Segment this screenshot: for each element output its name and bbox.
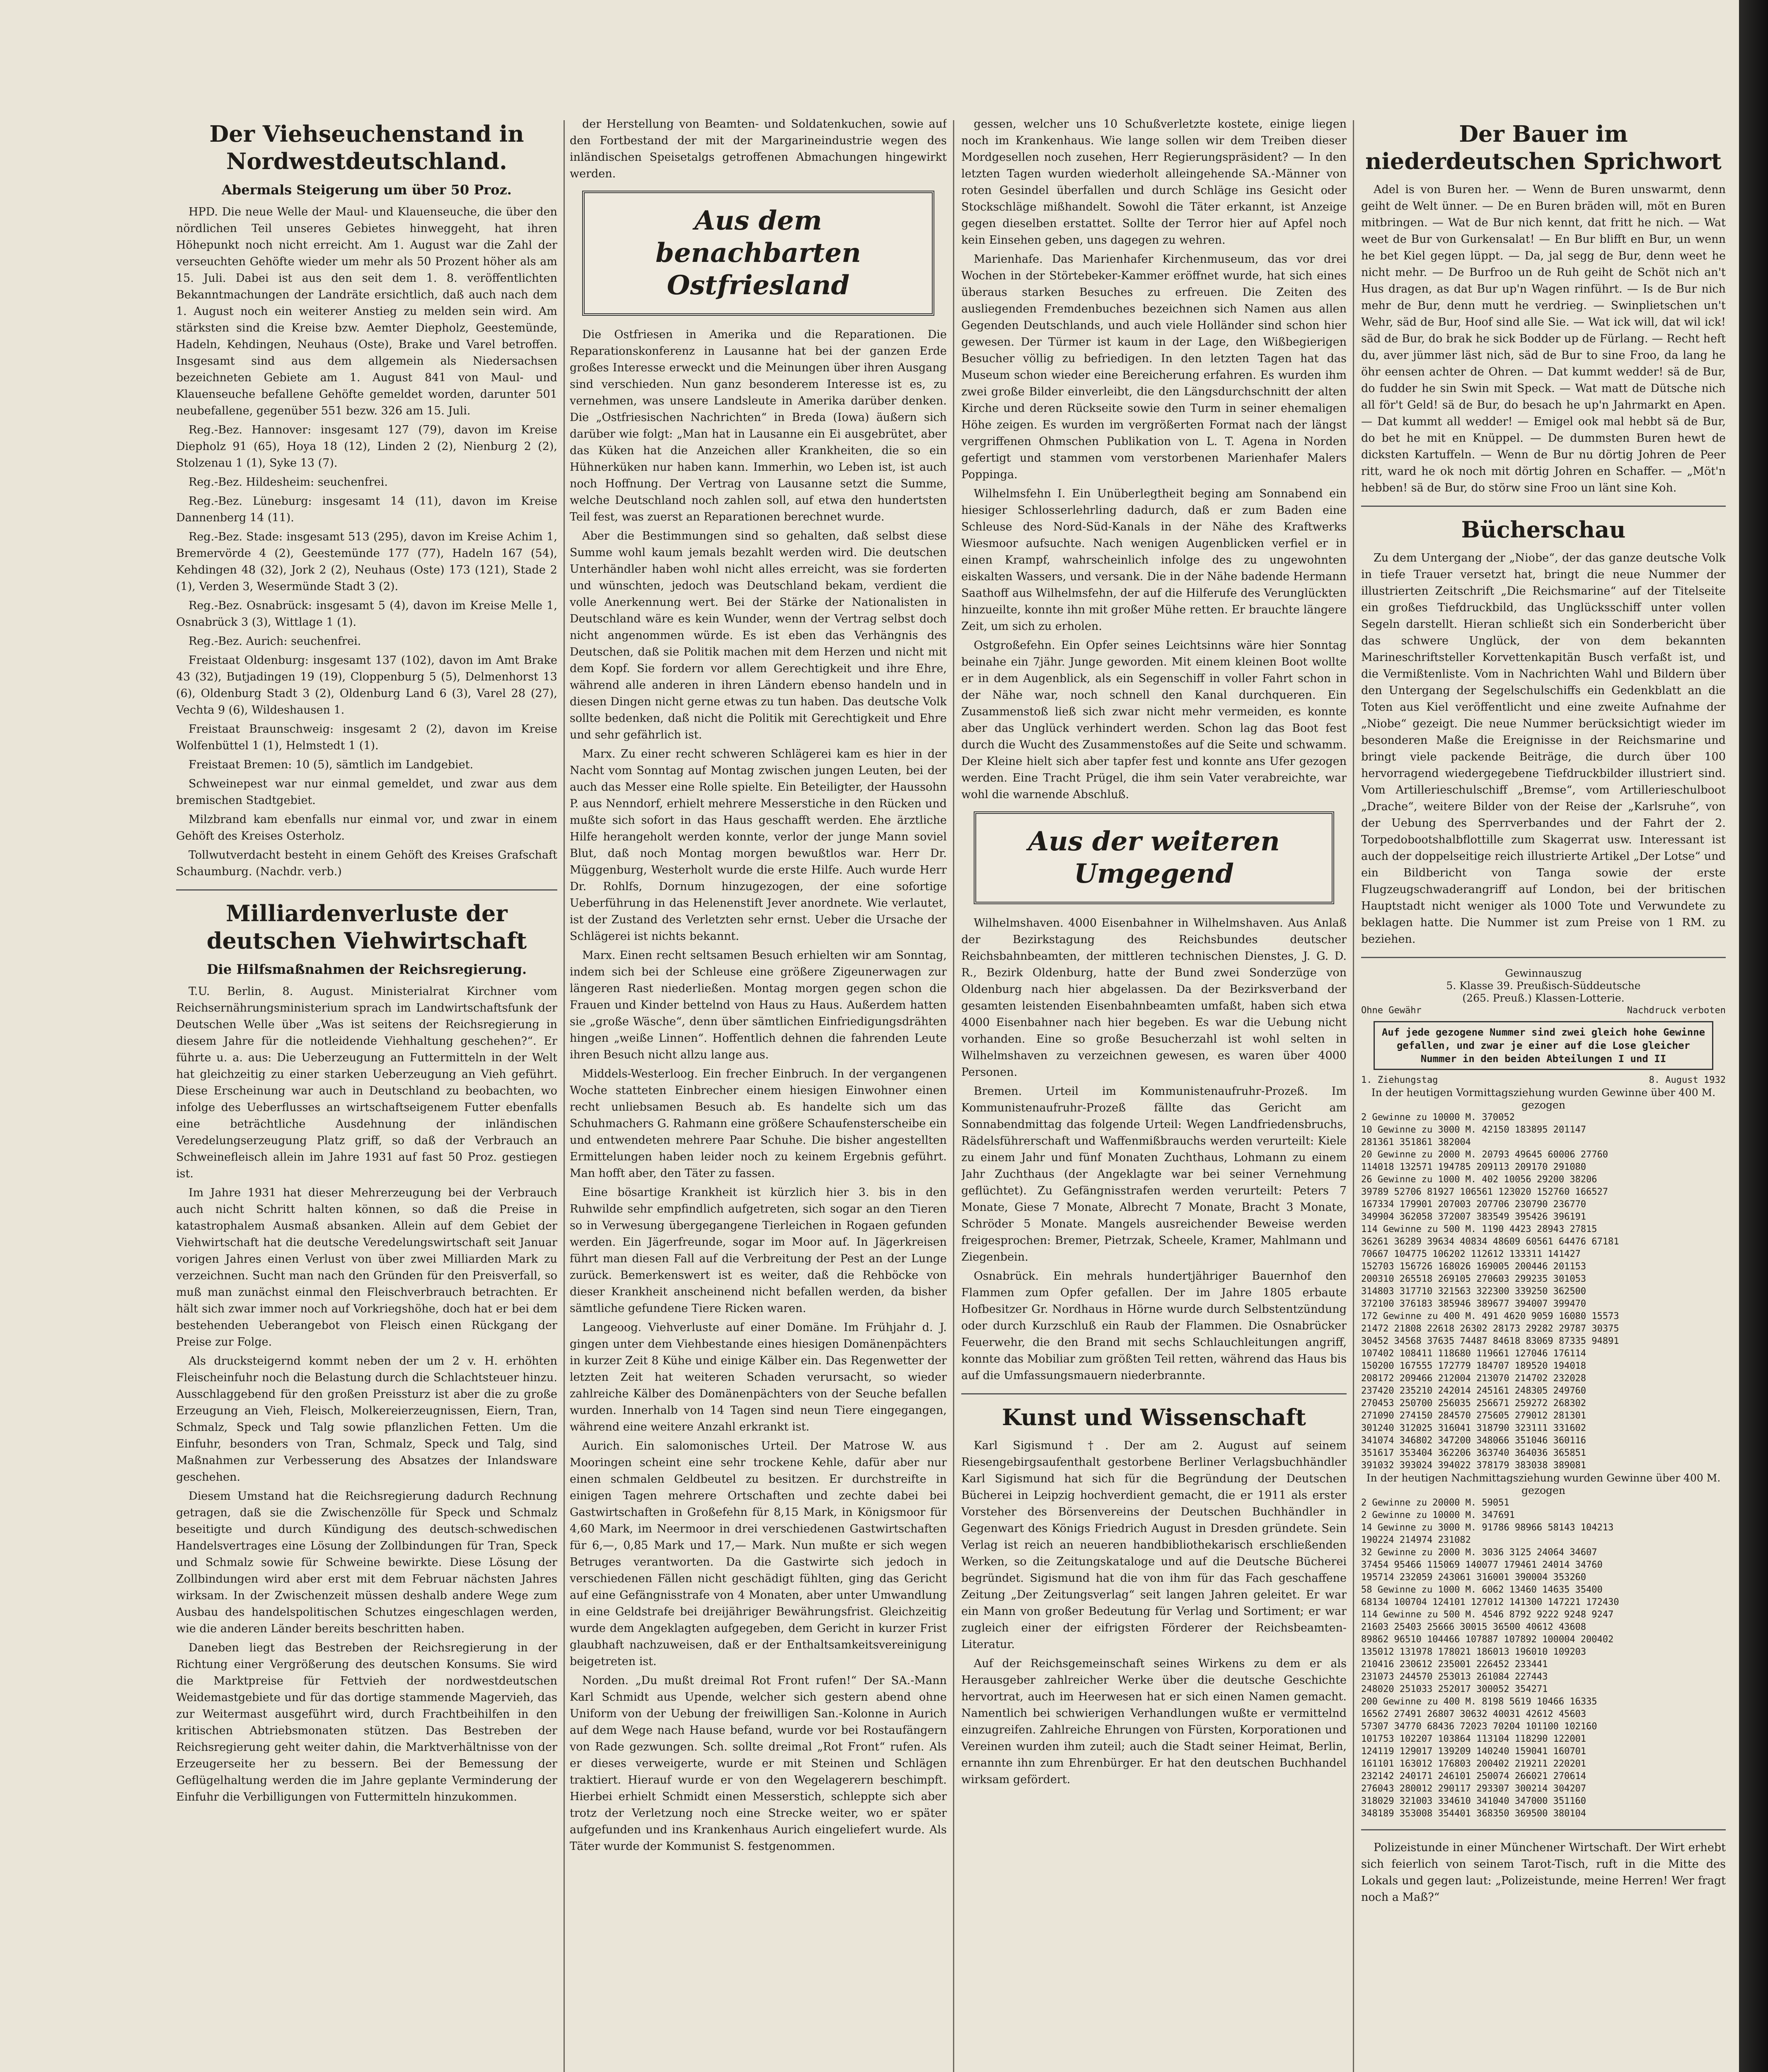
paragraph: Im Jahre 1931 hat dieser Mehrerzeugung bei der Verbrauch auch nicht Schritt halten können, so daß die Preise in katastrophalem Ausmaß absanken. Allein auf dem Gebiet der Viehwirtschaft hat die deutsche Veredelungswirtschaft seit Januar vorigen Jahres einen Verlust von über zwei Milliarden Mark zu verzeichnen. Sucht man nach den Gründen für den Preisverfall, so muß man zunächst einmal den Fleischverbrauch betrachten. Er hält sich zwar immer noch auf Vorkriegshöhe, doch hat er bei dem bestehenden Ueberangebot von Fleisch einen Rückgang der Preise zur Folge. [176,1186,557,1348]
separator [1361,506,1726,507]
headline-viehseuchen: Der Viehseuchenstand in Nordwestdeutschland. [209,121,524,174]
paragraph: Reg.-Bez. Osnabrück: insgesamt 5 (4), davon im Kreise Melle 1, Osnabrück 3 (3), Wittlage 1 (1). [176,599,557,629]
paragraph: Tollwutverdacht besteht in einem Gehöft des Kreises Grafschaft Schaumburg. (Nachdr. verb.) [176,849,557,878]
section-box-umgegend: Aus der weiteren Umgegend [974,811,1334,904]
paragraph: Freistaat Bremen: 10 (5), sämtlich im Landgebiet. [189,758,474,771]
lottery-title: Gewinnauszug [1505,967,1582,979]
subheadline: Die Hilfsmaßnahmen der Reichsregierung. [206,961,527,977]
paragraph: Langeoog. Viehverluste auf einer Domäne. Im Frühjahr d. J. gingen unter dem Viehbestande eines hiesigen Domänenpächters in kurzer Zeit 8 Kühe und einige Kälber ein. Das Regenwetter der letzten Zeit hat weiteren Schaden verursacht, so wieder zahlreiche Kälber des Domänenpächters von der Seuche befallen wurden. Innerhalb von 14 Tagen sind neun Tiere eingegangen, während eine weitere Anzahl erkrankt ist. [570,1321,947,1433]
lottery-subtitle: 5. Klasse 39. Preußisch-Süddeutsche [1446,980,1641,992]
headline-buecherschau: Bücherschau [1461,516,1626,543]
column-3 [961,116,1347,2072]
paragraph: Freistaat Oldenburg: insgesamt 137 (102), davon im Amt Brake 43 (32), Butjadingen 19 (19), Cloppenburg 5 (5), Delmenhorst 13 (6), Oldenburg Stadt 3 (2), Oldenburg Land 6 (3), Varel 28 (27), Vechta 9 (6), Wildeshausen 1. [176,654,557,716]
paragraph: Freistaat Braunschweig: insgesamt 2 (2), davon im Kreise Wolfenbüttel 1 (1), Helmstedt 1 (1). [176,723,557,752]
paragraph: Die Ostfriesen in Amerika und die Reparationen. Die Reparationskonferenz in Lausanne hat bei der ganzen Erde großes Interesse erweckt und die Meinungen über ihren Ausgang sind verschieden. Nun ganz besonderem Interesse ist es, zu vernehmen, was unsere Landsleute in Amerika darüber denken. Die „Ostfriesischen Nachrichten“ in Breda (Iowa) äußern sich darüber wie folgt: „Man hat in Lausanne ein Ei ausgebrütet, aber das Küken hat die Anzeichen aller Krankheiten, die so ein Hühnerküken nur haben kann. Immerhin, wo Leben ist, ist auch noch Hoffnung. Der Vertrag von Lausanne setzt die Summe, welche Deutschland noch zahlen soll, auf etwa den hundertsten Teil fest, was zuerst an Reparationen berechnet wurde. [570,328,947,523]
paragraph: Reg.-Bez. Aurich: seuchenfrei. [189,635,361,648]
paragraph: Marx. Einen recht seltsamen Besuch erhielten wir am Sonntag, indem sich bei der Schleuse eine größere Zigeunerwagen zur längeren Rast niederließen. Montag morgen gegen schon die Frauen und Kinder bettelnd von Haus zu Haus. Außerdem hatten sie „große Wäsche“, denn über sämtlichen Einfriedigungsdrähten hingen „weiße Linnen“. Hoffentlich dehnen die fahrenden Leute ihren Besuch nicht allzu lange aus. [570,949,947,1061]
paragraph: Reg.-Bez. Lüneburg: insgesamt 14 (11), davon im Kreise Dannenberg 14 (11). [176,495,557,524]
paragraph: Reg.-Bez. Hannover: insgesamt 127 (79), davon im Kreise Diepholz 91 (65), Hoya 18 (12), Linden 2 (2), Nienburg 2 (2), Stolzenau 1 (1), Syke 13 (7). [176,424,557,470]
headline-kunst: Kunst und Wissenschaft [1002,1404,1306,1431]
paragraph: Als drucksteigernd kommt neben der um 2 v. H. erhöhten Fleischeinfuhr noch die Belastung durch die Schlachtsteuer hinzu. Ausschlaggebend für den großen Preissturz ist aber die zu große Erzeugung an Vieh, Fleisch, Molkereierzeugnissen, Eiern, Tran, Schmalz, Speck und Talg sowie pflanzlichen Fetten. Um die Einfuhr, besonders von Tran, Schmalz, Speck und Talg, sind Maßnahmen zur Verbesserung des Absatzes der Inlandsware geschehen. [176,1355,557,1484]
page-binding [1739,0,1768,2072]
separator [961,1393,1347,1394]
column-rule [953,120,954,2072]
winning-numbers: 2 Gewinne zu 10000 M. 370052 10 Gewinne zu 3000 M. 42150 183895 201147 281361 351861 382004 20 Gewinne zu 2000 M. 20793 49645 60006 27760 114018 132571 194785 209113 209170 291080 26 Gewinne zu 1000 M. 402 10056 29200 38206 39789 52706 81927 106561 123020 152760 166527 167334 179901 207003 207706 230790 236770 349904 362058 372007 383549 395426 396191 114 Gewinne zu 500 M. 1190 4423 28943 27815 36261 36289 39634 40834 48609 60561 64476 67181 70667 104775 106202 112612 133311 141427 152703 156726 168026 169005 200446 201153 200310 265518 269105 270603 299235 301053 314803 317710 321563 322300 339250 362500 372100 376183 385946 389677 394007 399470 172 Gewinne zu 400 M. 491 4620 9059 16080 15573 21472 21808 22618 26302 28173 29282 29787 30375 30452 34568 37635 74487 84618 83069 87335 94891 107402 108411 118680 119661 127046 176114 150200 167555 172779 184707 189520 194018 208172 209466 212004 213070 214702 232028 237420 235210 242014 245161 248305 249760 270453 250700 256035 256671 259272 268302 271090 274150 284570 275605 279012 281301 301240 312025 316041 318790 323111 331602 341074 346802 347200 348066 351046 360116 351617 353404 362206 363740 364036 365851 391032 393024 394022 378179 383038 389081 [1361,1112,1619,1471]
lottery-copyright: Nachdruck verboten [1627,1005,1726,1016]
subheadline: Abermals Steigerung um über 50 Proz. [222,182,512,198]
paragraph: Aurich. Ein salomonisches Urteil. Der Matrose W. aus Mooringen scheint eine sehr trockene Kehle, dafür aber nur einen schmalen Geldbeutel zu besitzen. Er durchstreifte in einigen Tagen mehrere Ortschaften und zechte dabei bei Gastwirtschaften in Großefehn für 8,15 Mark, in Königsmoor für 4,60 Mark, im Neermoor in drei verschiedenen Gastwirtschaften für 6,—, 0,85 Mark und 17,— Mark. Nun mußte er sich wegen Betruges verantworten. Da die Gastwirte sich jedoch in verschiedenen Fällen nicht geschädigt fühlten, ging das Gericht auf eine Gefängnisstrafe von 4 Monaten, aber unter Umwandlung in eine Geldstrafe bei dreijähriger Bewährungsfrist. Gleichzeitig wurde dem Angeklagten aufgegeben, dem Gericht in kurzer Frist glaubhaft nachzuweisen, daß er der Enthaltsamkeitsvereinigung beigetreten ist. [570,1440,947,1668]
paragraph: Marx. Zu einer recht schweren Schlägerei kam es hier in der Nacht vom Sonntag auf Montag zwischen jungen Leuten, bei der auch das Messer eine Rolle spielte. Ein Beteiligter, der Haussohn P. aus Nenndorf, erhielt mehrere Messerstiche in den Rücken und mußte sich sofort in das Haus geschafft werden. Ehe ärztliche Hilfe herangeholt werden konnte, verlor der junge Mann soviel Blut, daß noch Montag morgen bewußtlos war. Herr Dr. Müggenburg, Westerholt wurde die erste Hilfe. Auch wurde Herr Dr. Rohlfs, Dornum hinzugezogen, der eine sofortige Ueberführung in das Helenenstift Jever anordnete. Wie verlautet, ist der Zustand des Verletzten sehr ernst. Ueber die Ursache der Schlägerei ist nichts bekannt. [570,748,947,943]
paragraph: Polizeistunde in einer Münchener Wirtschaft. Der Wirt erhebt sich feierlich von seinem Tarot-Tisch, ruft in die Mitte des Lokals und gegen laut: „Polizeistunde, meine Herren! Wer fragt noch a Maß?“ [1361,1841,1726,1904]
draw-day: 1. Ziehungstag [1361,1075,1438,1085]
paragraph: Reg.-Bez. Hildesheim: seuchenfrei. [189,476,388,489]
paragraph: Milzbrand kam ebenfalls nur einmal vor, und zwar in einem Gehöft des Kreises Osterholz. [176,813,557,842]
paragraph: Bremen. Urteil im Kommunistenaufruhr-Prozeß. Im Kommunistenaufruhr-Prozeß fällte das Gericht am Sonnabendmittag das folgende Urteil: Wegen Landfriedensbruchs, Rädelsführerschaft und Waffenmißbrauchs werden verurteilt: Kiele zu einem Jahr und fünf Monaten Zuchthaus, Lohmann zu einem Jahr Zuchthaus (der Angeklagte war bei seiner Vernehmung geflüchtet). Zu Gefängnisstrafen werden verurteilt: Peters 7 Monate, Giese 7 Monate, Albrecht 7 Monate, Bracht 3 Monate, Schröder 5 Monate. Mangels ausreichender Beweise werden freigesprochen: Bremer, Pietrzak, Scheele, Kramer, Mahlmann und Ziegenbein. [961,1085,1347,1264]
draw-caption: In der heutigen Nachmittagsziehung wurden Gewinne über 400 M. gezogen [1366,1472,1721,1496]
paragraph: Marienhafe. Das Marienhafer Kirchenmuseum, das vor drei Wochen in der Störtebeker-Kammer eröffnet wurde, hat sich eines überaus starken Besuches zu erfreuen. Die Zeiten des ausliegenden Fremdenbuches bezeichnen sich Namen aus allen Gegenden Deutschlands, und auch viele Holländer sind schon hier gewesen. Der Türmer ist kaum in der Lage, den Wißbegierigen Besucher völlig zu befriedigen. In den letzten Tagen hat das Museum schon wieder eine Bereicherung erfahren. Es wurden ihm zwei große Bilder einverleibt, die den Längsdurchschnitt der alten Kirche und deren Rückseite sowie den Turm in seiner ehemaligen Höhe zeigen. Es wurden im vergrößerten Format nach der längst vergriffenen Ohmschen Publikation von L. T. Agena in Norden gefertigt und stammen vom verstorbenen Marienhafer Malers Poppinga. [961,253,1347,481]
separator [1361,1829,1726,1830]
paragraph: Wilhelmsfehn I. Ein Unüberlegtheit beging am Sonnabend ein hiesiger Schlosserlehrling dadurch, daß er zum Baden eine Schleuse des Nord-Süd-Kanals in der Nähe des Kraftwerks Wiesmoor aufsuchte. Nach wenigen Augenblicken verfiel er in einen Krampf, wahrscheinlich infolge des zu ungewohnten eiskalten Wassers, und versank. Die in der Nähe badende Hermann Saathoff aus Wilhelmsfehn, der auf die Hilferufe des Verunglückten hinzueilte, konnte ihn mit großer Mühe retten. Er brauchte längere Zeit, um sich zu erholen. [961,487,1347,633]
lottery-notice: Auf jede gezogene Nummer sind zwei gleich hohe Gewinne gefallen, und zwar je einer auf die Lose gleicher Nummer in den beiden Abteilungen I und II [1374,1021,1713,1070]
paragraph: Wilhelmshaven. 4000 Eisenbahner in Wilhelmshaven. Aus Anlaß der Bezirkstagung des Reichsbundes deutscher Reichsbahnbeamten, der mittleren technischen Dienstes, J. G. D. R., Bezirk Oldenburg, hatte der Bund zwei Sonderzüge von Oldenburg nach hier abgelassen. Da der Bezirksverband der gesamten leistenden Eisenbahnbeamten umfaßt, haben sich etwa 4000 Eisenbahner nach hier begeben. Es war die Uebung nicht vorhanden. Eine so große Besucherzahl ist wohl selten in Wilhelmshaven zu verzeichnen gewesen, es waren über 4000 Personen. [961,917,1347,1079]
paragraph: Karl Sigismund †. Der am 2. August auf seinem Riesengebirgsaufenthalt gestorbene Berliner Verlagsbuchhändler Karl Sigismund hat sich für die Begründung der Deutschen Bücherei in Leipzig hochverdient gemacht, die er 1911 als erster Vorsteher des Börsenvereins der Deutschen Buchhändler in Gegenwart des Königs Friedrich August in Dresden gründete. Sein Verlag ist reich an neueren handbibliothekarisch erschließenden Werken, so die Zeitungskataloge und auf die Deutsche Bücherei begründet. Sigismund hat die von ihm für das Fach geschaffene Zeitung „Der Zeitungsverlag“ seit langen Jahren geleitet. Er war ein Mann von großer Bedeutung für Verlag und Sortiment; er war zugleich einer der eifrigsten Förderer der Reichsbeamten-Literatur. [961,1439,1347,1651]
section-box-ostfriesland: Aus dem benachbarten Ostfriesland [582,191,934,316]
column-rule [564,120,565,2072]
lottery-disclaimer: Ohne Gewähr [1361,1005,1422,1016]
paragraph: Reg.-Bez. Stade: insgesamt 513 (295), davon im Kreise Achim 1, Bremervörde 4 (2), Geestemünde 177 (77), Hadeln 167 (54), Kehdingen 48 (32), Jork 2 (2), Neuhaus (Oste) 173 (121), Stade 2 (1), Verden 3, Wesermünde Stadt 3 (2). [176,530,557,593]
column-2 [570,116,947,2072]
paragraph: Daneben liegt das Bestreben der Reichsregierung in der Richtung einer Vergrößerung des deutschen Konsums. Sie wird die Marktpreise für Fettvieh der nordwestdeutschen Weidemastgebiete und für das dortige stammende Magervieh, das zur Weitermast ausgeführt wird, durch Frachtbeihilfen in den kritischen Abtriebsmonaten stützen. Das Bestreben der Reichsregierung geht weiter dahin, die Marktverhältnisse von der Erzeugerseite her zu bessern. Bei der Bemessung der Geflügelhaltung werden die im Jahre geplante Verminderung der Einfuhr die Verbilligungen von Futtermitteln hinzukommen. [176,1641,557,1803]
paragraph: gessen, welcher uns 10 Schußverletzte kostete, einige liegen noch im Krankenhaus. Wie lange sollen wir dem Treiben dieser Mordgesellen noch zusehen, Herr Regierungspräsident? — In den letzten Tagen wurden wiederholt alleingehende SA.-Männer von roten Gesindel überfallen und durch Schläge ins Gesicht oder Stockschläge mißhandelt. Sowohl die Täter erkannt, ist Anzeige gegen dieselben erstattet. Sollte der Terror hier auf Apfel noch kein Einsehen geben, uns dagegen zu wehren. [961,118,1347,247]
paragraph: Osnabrück. Ein mehrals hundertjähriger Bauernhof den Flammen zum Opfer gefallen. Der im Jahre 1805 erbaute Hofbesitzer Gr. Nordhaus in Hörne wurde durch Selbstentzündung oder durch Kurzschluß ein Raub der Flammen. Die Osnabrücker Feuerwehr, die den Brand mit sechs Schlauchleitungen angriff, konnte das Mobiliar zum größten Teil retten, während das Haus bis auf die Umfassungsmauern niederbrannte. [961,1270,1347,1382]
paragraph: Norden. „Du mußt dreimal Rot Front rufen!“ Der SA.-Mann Karl Schmidt aus Upende, welcher sich gestern abend ohne Uniform von der Uebung der freiwilligen San.-Kolonne in Aurich auf dem Wege nach Hause befand, wurde vor bei Rostaufängern von Rade gezwungen. Sch. sollte dreimal „Rot Front“ rufen. Als er dieses verweigerte, wurde er mit Steinen und Schlägen traktiert. Hierauf wurde er von den Wegelagerern beschimpft. Hierbei erhielt Schmidt einen Messerstich, schleppte sich aber trotz der Verletzung noch eine Strecke weiter, wo er später aufgefunden und ins Krankenhaus Aurich eingeliefert wurde. Als Täter wurde der Kommunist S. festgenommen. [570,1674,947,1853]
headline-milliardenverluste: Milliardenverluste der deutschen Viehwirtschaft [206,900,527,954]
headline-bauer: Der Bauer im niederdeutschen Sprichwort [1365,121,1722,174]
paragraph: der Herstellung von Beamten- und Soldatenkuchen, sowie auf den Fortbestand der mit der Margarineindustrie wegen des inländischen Speisetalgs getroffenen Abmachungen hingewirkt werden. [570,118,947,180]
column-4 [1361,116,1726,2072]
winning-numbers: 2 Gewinne zu 20000 M. 59051 2 Gewinne zu 10000 M. 347691 14 Gewinne zu 3000 M. 91786 98966 58143 104213 190224 214974 231082 32 Gewinne zu 2000 M. 3036 3125 24064 34607 37454 95466 115069 140077 179461 24014 34760 195714 232059 243061 316001 390004 353260 58 Gewinne zu 1000 M. 6062 13460 14635 35400 68134 100704 124101 127012 141300 147221 172430 114 Gewinne zu 500 M. 4546 8792 9222 9248 9247 21603 25403 25666 30015 36500 40612 43608 89862 96510 104466 107887 107892 100004 200402 135012 131978 178021 186013 196010 109203 210416 230612 235001 226452 233441 231073 244570 253013 261084 227443 248020 251033 252017 300052 354271 200 Gewinne zu 400 M. 8198 5619 10466 16335 16562 27491 26807 30632 40031 42612 45603 57307 34770 68436 72023 70204 101100 102160 101753 102207 103864 113104 118290 122001 124119 129017 139209 140240 159041 160701 161101 163012 176803 200402 219211 220201 232142 240171 246101 250074 266021 270614 276043 280012 290117 293307 300214 304207 318029 321003 334610 341040 347000 351160 348189 353008 354401 368350 369500 380104 [1361,1498,1619,1819]
paragraph: Adel is von Buren her. — Wenn de Buren unswarmt, denn geiht de Welt ünner. — De en Buren bräden will, möt en Buren mitbringen. — Wat de Bur nich kennt, dat fritt he nich. — Wat weet de Bur von Gurkensalat! — En Bur blifft en Bur, un wenn he bet Kiel gegen lüppt. — Da, jal segg de Bur, denn weet he nicht mehr. — De Burfroo un de Ruh geiht de Schöt nich an't Hus dragen, as dat Bur up'n Wagen rinführt. — Is de Bur nich mehr de Bur, denn mutt he verdrieg. — Swinplietschen un't Wehr, säd de Bur, Hoof sind alle Sie. — Wat ick will, dat wil ick! säd de Bur, do brak he sick Bodder up de Fürlang. — Recht heft du, aver jümmer läst nich, säd de Bur to sine Froo, da lang he öhr eensen achter de Ohren. — Dat kummt wedder! sä de Bur, do fudder he sin Swin mit Speck. — Wat matt de Dütsche nich all för't Geld! sä de Bur, do besach he up'n Jahrmarkt en Apen. — Dat kummt all wedder! — Emigel ook mal hebbt sä de Bur, do bet he mit en Knüppel. — De dummsten Buren hewt de dicksten Kartuffeln. — Wenn de Bur nu dörtig Johren de Peer ritt, ward he ok noch mit dörtig Johren en Schaffer. — „Möt'n hebben! sä de Bur, do störw sine Froo un länt sine Koh. [1361,183,1726,494]
draw-caption: In der heutigen Vormittagsziehung wurden Gewinne über 400 M. gezogen [1371,1087,1716,1111]
separator [1361,957,1726,958]
lottery-subtitle: (265. Preuß.) Klassen-Lotterie. [1462,992,1625,1004]
lottery-results [1361,967,1726,1820]
paragraph: Auf der Reichsgemeinschaft seines Wirkens zu dem er als Herausgeber zahlreicher Werke über die deutsche Geschichte hervortrat, auch im Heerwesen hat er sich einen Namen gemacht. Namentlich bei schwierigen Verhandlungen wußte er vermittelnd einzugreifen. Zahlreiche Ehrungen von Fürsten, Korporationen und Vereinen wurden ihm zuteil; auch die Stadt seiner Heimat, Berlin, ernannte ihn zum Ehrenbürger. Er hat den deutschen Buchhandel wirksam gefördert. [961,1657,1347,1786]
separator [176,889,557,891]
paragraph: Ostgroßefehn. Ein Opfer seines Leichtsinns wäre hier Sonntag beinahe ein 7jähr. Junge geworden. Mit einem kleinen Boot wollte er in dem Augenblick, als ein Segenschiff in voller Fahrt schon in der Nähe war, noch schnell den Kanal durchqueren. Ein Zusammenstoß ließ sich zwar nicht mehr vermeiden, es konnte aber das Unglück verhindert werden. Schon lag das Boot fest durch die Wucht des Zusammenstoßes auf die Seite und schwamm. Der Kleine hielt sich aber tapfer fest und konnte ans Ufer gezogen werden. Eine Tracht Prügel, die ihm sein Vater verabreichte, war wohl die warnende Abschluß. [961,639,1347,801]
paragraph: Middels-Westerloog. Ein frecher Einbruch. In der vergangenen Woche statteten Einbrecher einem hiesigen Einwohner einen recht unliebsamen Besuch ab. Es handelte sich um das Schuhmachers G. Rahmann eine größere Schaufensterscheibe ein und entwendeten mehrere Paar Schuhe. Die bisher angestellten Ermittelungen haben leider noch zu keinem Ergebnis geführt. Man hofft aber, den Täter zu fassen. [570,1067,947,1180]
paragraph: T.U. Berlin, 8. August. Ministerialrat Kirchner vom Reichsernährungsministerium sprach im Landwirtschaftsfunk der Deutschen Welle über „Was ist seitens der Reichsregierung in diesem Jahre für die notleidende Viehhaltung geschehen?“. Er führte u. a. aus: Die Ueberzeugung an Futtermitteln in der Welt hat gleichzeitig zu einer starken Ueberzeugung an Vieh geführt. Diese Erscheinung war auch in Deutschland zu beobachten, wo infolge des Ueberflusses an wirtschaftseigenem Futter ebenfalls eine beträchtliche Ausdehnung der inländischen Veredelungserzeugung Platz griff, so daß der Verbrauch an Schweinefleisch allein im Jahre 1931 auf fast 50 Proz. gestiegen ist. [176,985,557,1180]
paragraph: Diesem Umstand hat die Reichsregierung dadurch Rechnung getragen, daß sie die Zwischenzölle für Speck und Schmalz beseitigte und durch Kündigung des deutsch-schwedischen Handelsvertrages eine Lösung der Zollbindungen für Tran, Speck und Schmalz sowie für Schweine bewirkte. Diese Lösung der Zollbindungen wird aber erst mit dem Februar nächsten Jahres wirksam. In der Zwischenzeit müssen deshalb andere Wege zum Ausbau des handelspolitischen Schutzes eingeschlagen werden, wie die anderen Länder bereits beschritten haben. [176,1490,557,1635]
column-1 [176,116,557,2072]
paragraph: Zu dem Untergang der „Niobe“, der das ganze deutsche Volk in tiefe Trauer versetzt hat, bringt die neue Nummer der illustrierten Zeitschrift „Die Reichsmarine“ auf der Titelseite ein großes Tiefdruckbild, das Unglücksschiff unter vollen Segeln darstellt. Hieran schließt sich ein Sonderbericht über das schwere Unglück, der von dem bekannten Marineschriftsteller Korvettenkapitän Busch verfaßt ist, und die Vermißtenliste. Vom in Nachrichten Wahl und Bildern über den Untergang der Segelschulschiffs ein Gedenkblatt an die Toten aus Kiel veröffentlicht und eine zweite Aufnahme der „Niobe“ gezeigt. Die neue Nummer berücksichtigt wieder im besonderen Maße die Ereignisse in der Reichsmarine und bringt viele packende Beiträge, die durch über 100 hervorragend wiedergegebene Tiefdruckbilder illustriert sind. Vom Artillerieschulschiff „Bremse“, vom Artillerieschulboot „Drache“, weitere Bilder von der Reise der „Karlsruhe“, von der Uebung des Sperrverbandes und der Fahrt der 2. Torpedobootshalbflottille zum Skagerrat usw. Interessant ist auch der doppelseitige reich illustrierte Artikel „Der Lotse“ und ein Bildbericht von Tanga sowie der erste Flugzeugschwaderangriff auf London, bei der britischen Hauptstadt nicht weniger als 1000 Tote und Verwundete zu beklagen hatte. Die Nummer ist zum Preise von 1 RM. zu beziehen. [1361,552,1726,946]
paragraph: Schweinepest war nur einmal gemeldet, und zwar aus dem bremischen Stadtgebiet. [176,777,557,807]
draw-date: 8. August 1932 [1649,1075,1726,1085]
paragraph: Eine bösartige Krankheit ist kürzlich hier 3. bis in den Ruhwilde sehr empfindlich aufgetreten, sich sogar an den Tieren so in Verwesung übergegangene Tierleichen in Rogaen gefunden werden. Ein Jägerfreunde, sogar im Moor auf. In Jägerkreisen führt man diesen Fall auf die Verbreitung der Pest an der Lunge zurück. Bemerkenswert ist es weiter, daß die Rehböcke von dieser Krankheit anscheinend nicht befallen werden, da bisher sämtliche gefundene Tiere Ricken waren. [570,1186,947,1315]
paragraph: HPD. Die neue Welle der Maul- und Klauenseuche, die über den nördlichen Teil unseres Gebietes hinweggeht, hat ihren Höhepunkt noch nicht erreicht. Am 1. August war die Zahl der verseuchten Gehöfte wieder um mehr als 50 Prozent höher als am 15. Juli. Dabei ist aus den seit dem 1. 8. veröffentlichten Bekanntmachungen der Landräte ersichtlich, daß auch nach dem 1. August noch ein weiterer Anstieg zu melden sein wird. Am stärksten sind die Kreise bzw. Aemter Diepholz, Geestemünde, Hadeln, Kehdingen, Neuhaus (Oste), Brake und Varel betroffen. Insgesamt sind aus dem allgemein als Niedersachsen bezeichneten Gebiete am 1. August 841 von Maul- und Klauenseuche befallene Gehöfte gemeldet worden, darunter 501 neubefallene, gegenüber 551 bezw. 326 am 15. Juli. [176,206,557,417]
paragraph: Aber die Bestimmungen sind so gehalten, daß selbst diese Summe wohl kaum jemals bezahlt werden wird. Die deutschen Unterhändler haben wohl nicht alles erreicht, was sie forderten und wünschten, jedoch was Deutschland bekam, verdient die volle Anerkennung wert. Bei der Stärke der Nationalisten in Deutschland wäre es kein Wunder, wenn der Vertrag selbst doch nicht angenommen würde. Es ist eben das Verhängnis des Deutschen, daß sie Politik machen mit dem Herzen und nicht mit dem Kopf. Sie fordern vor allem Gerechtigkeit und ihre Ehre, während alle anderen in ihren Ländern ebenso handeln und in diesen Dingen nicht gerne etwas zu tun haben. Das deutsche Volk sollte bedenken, daß nicht die Politik mit Gerechtigkeit und Ehre und sehr gefährlich ist. [570,530,947,741]
column-rule [1353,120,1354,2072]
